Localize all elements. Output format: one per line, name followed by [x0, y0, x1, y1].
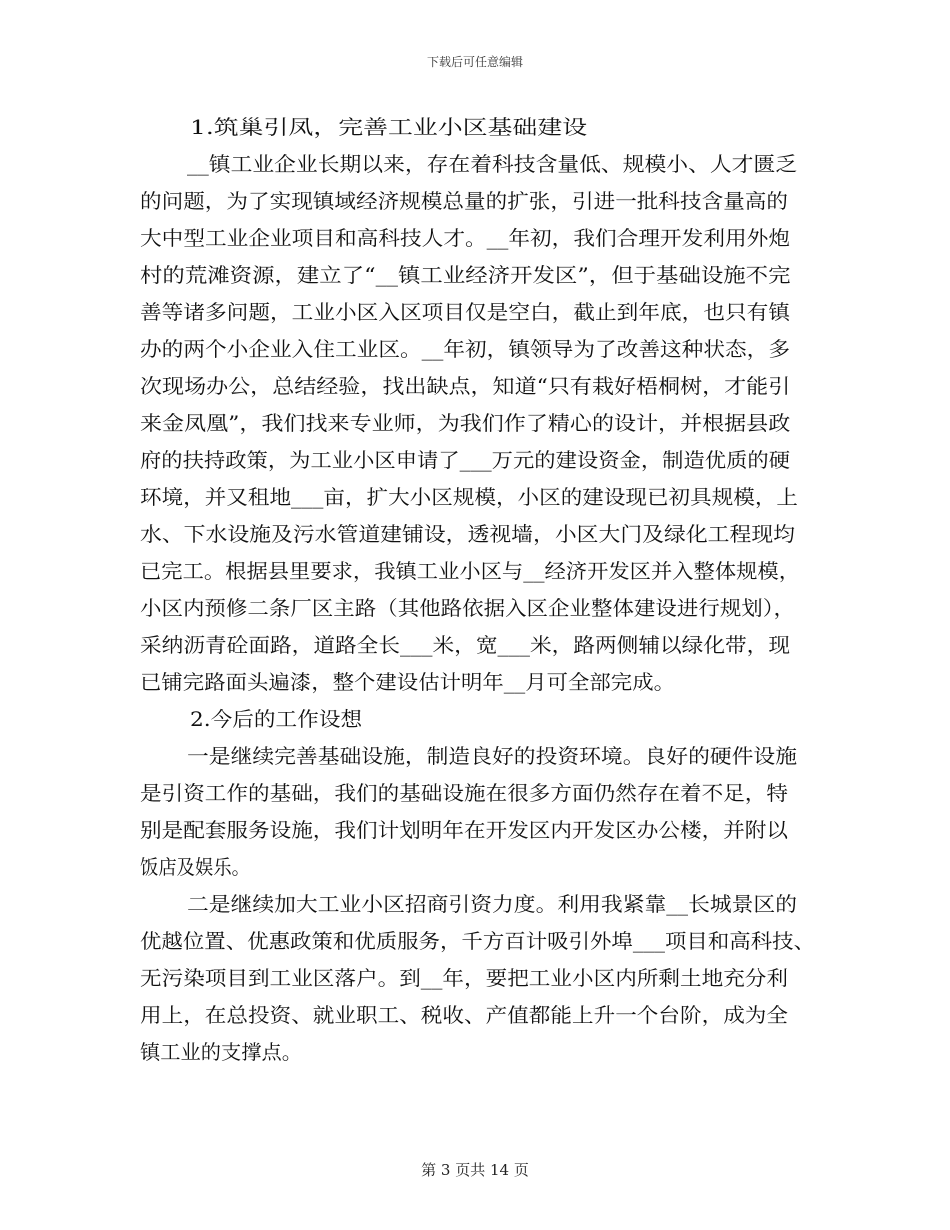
paragraph-line: 已铺完路面头遍漆，整个建设估计明年__月可全部完成。: [140, 670, 675, 694]
paragraph-line: 大中型工业企业项目和高科技人才。__年初，我们合理开发利用外炮: [140, 226, 790, 250]
paragraph-line: 二是继续加大工业小区招商引资力度。利用我紧靠__长城景区的: [187, 892, 797, 916]
paragraph-line: 镇工业的支撑点。: [140, 1040, 302, 1064]
paragraph-line: 环境，并又租地___亩，扩大小区规模，小区的建设现已初具规模，上: [140, 485, 798, 509]
paragraph-line: 水、下水设施及污水管道建铺设，透视墙，小区大门及绿化工程现均: [140, 522, 795, 546]
paragraph-line: 村的荒滩资源，建立了“__镇工业经济开发区”，但于基础设施不完: [140, 263, 791, 287]
paragraph-line: 用上，在总投资、就业职工、税收、产值都能上升一个台阶，成为全: [140, 1003, 788, 1027]
paragraph-line: 善等诸多问题，工业小区入区项目仅是空白，截止到年底，也只有镇: [140, 300, 790, 324]
paragraph-line: 次现场办公，总结经验，找出缺点，知道“只有栽好梧桐树，才能引: [140, 374, 791, 398]
paragraph-line: 办的两个小企业入住工业区。__年初，镇领导为了改善这种状态，多: [140, 337, 790, 361]
paragraph-line: 已完工。根据县里要求，我镇工业小区与__经济开发区并入整体规模，: [140, 559, 801, 583]
paragraph-line: 来金凤凰”，我们找来专业师，为我们作了精心的设计，并根据县政: [140, 411, 791, 435]
paragraph-line: 小区内预修二条厂区主路（其他路依据入区企业整体建设进行规划），: [140, 596, 795, 620]
paragraph-line: 的问题，为了实现镇域经济规模总量的扩张，引进一批科技含量高的: [140, 189, 788, 213]
paragraph-line: 无污染项目到工业区落户。到__年，要把工业小区内所剩土地充分利: [140, 966, 788, 990]
section-heading-2: 2.今后的工作设想: [190, 707, 363, 731]
page-footer: 第 3 页共 14 页: [421, 1161, 529, 1179]
paragraph-line: 采纳沥青砼面路，道路全长___米，宽___米，路两侧辅以绿化带，现: [140, 633, 790, 657]
page-header: 下载后可任意编辑: [426, 55, 523, 69]
paragraph-line: 一是继续完善基础设施，制造良好的投资环境。良好的硬件设施: [187, 744, 797, 768]
paragraph-line: 府的扶持政策，为工业小区申请了___万元的建设资金，制造优质的硬: [140, 448, 790, 472]
paragraph-line: __镇工业企业长期以来，存在着科技含量低、规模小、人才匮乏: [187, 152, 797, 176]
paragraph-line: 饭店及娱乐。: [140, 855, 250, 879]
paragraph-line: 优越位置、优惠政策和优质服务，千方百计吸引外埠___项目和高科技、: [140, 929, 815, 953]
paragraph-line: 是引资工作的基础，我们的基础设施在很多方面仍然存在着不足，特: [140, 781, 788, 805]
paragraph-line: 别是配套服务设施，我们计划明年在开发区内开发区办公楼，并附以: [140, 818, 788, 842]
section-heading-1: 1.筑巢引凤，完善工业小区基础建设: [190, 115, 588, 139]
